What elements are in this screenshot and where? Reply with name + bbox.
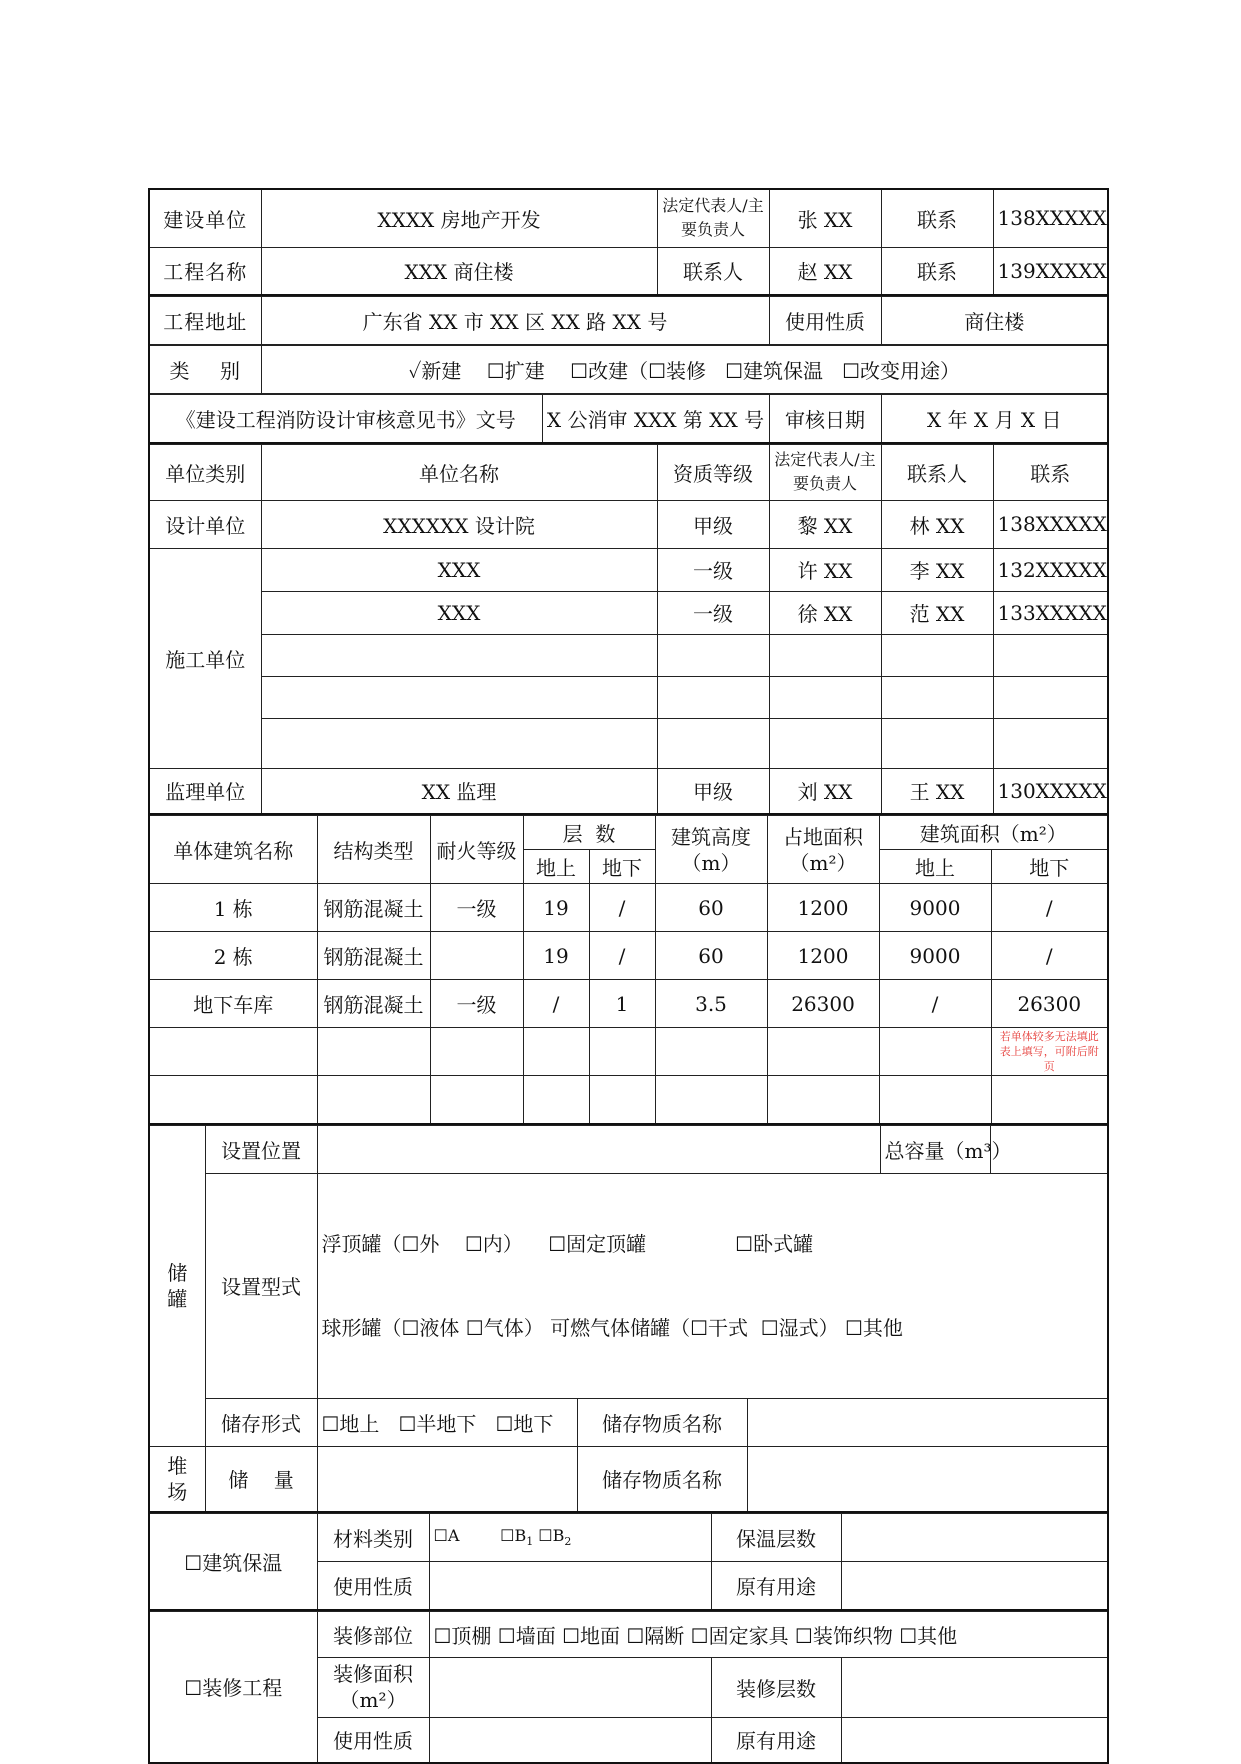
construction-unit-grade[interactable]: 一级 <box>657 548 769 591</box>
review-date-value[interactable]: X 年 X 月 X 日 <box>881 395 1108 443</box>
yard-material-label: 储存物质名称 <box>577 1446 747 1512</box>
insulation-original-label: 原有用途 <box>711 1562 841 1610</box>
insulation-usage-value[interactable] <box>429 1562 711 1610</box>
construction-unit-name[interactable] <box>261 718 657 768</box>
builder-label: 建设单位 <box>149 189 261 247</box>
construction-unit-rep[interactable]: 许 XX <box>769 548 881 591</box>
building-area-below[interactable]: / <box>991 884 1108 932</box>
construction-unit-name[interactable] <box>261 676 657 718</box>
insulation-option-b-label: ☐B <box>500 1526 526 1545</box>
decoration-original-label: 原有用途 <box>711 1717 841 1763</box>
building-fire[interactable]: 一级 <box>430 980 523 1028</box>
building-below[interactable]: 1 <box>589 980 655 1028</box>
insulation-option-b1[interactable] <box>500 1526 533 1545</box>
building-above[interactable]: 19 <box>523 884 589 932</box>
insulation-material-options[interactable] <box>429 1514 711 1562</box>
building-height[interactable]: 60 <box>655 932 767 980</box>
project-contact-label: 联系 <box>881 247 993 295</box>
yard-material-value[interactable] <box>747 1446 1108 1512</box>
building-area-below[interactable]: / <box>991 932 1108 980</box>
table-row <box>149 932 1108 980</box>
construction-unit-rep[interactable] <box>769 718 881 768</box>
tank-type-options[interactable] <box>317 1173 1108 1398</box>
units-header-category: 单位类别 <box>149 444 261 500</box>
building-fire[interactable] <box>430 1028 523 1076</box>
supervision-unit-label: 监理单位 <box>149 768 261 814</box>
design-unit-grade[interactable]: 甲级 <box>657 500 769 548</box>
insulation-layers-value[interactable] <box>841 1514 1108 1562</box>
builder-contact-value[interactable]: 138XXXXX <box>993 189 1108 247</box>
construction-unit-rep[interactable]: 徐 XX <box>769 591 881 634</box>
builder-rep-value[interactable]: 张 XX <box>769 189 881 247</box>
units-header-grade: 资质等级 <box>657 444 769 500</box>
tank-table <box>148 1125 1109 1514</box>
yard-amount-label: 储 量 <box>205 1446 317 1512</box>
decoration-part-label: 装修部位 <box>317 1611 429 1657</box>
table-row <box>149 884 1108 932</box>
building-structure[interactable]: 钢筋混凝土 <box>317 980 430 1028</box>
construction-unit-grade[interactable] <box>657 634 769 676</box>
units-header-phone: 联系 <box>993 444 1108 500</box>
construction-unit-name[interactable]: XXX <box>261 548 657 591</box>
decoration-original-value[interactable] <box>841 1717 1108 1763</box>
buildings-header-floors: 层 数 <box>523 816 655 850</box>
building-above[interactable]: / <box>523 980 589 1028</box>
building-below[interactable]: / <box>589 932 655 980</box>
builder-rep-label: 法定代表人/主要负责人 <box>657 189 769 247</box>
building-height[interactable] <box>655 1028 767 1076</box>
usage-label: 使用性质 <box>769 297 881 345</box>
decoration-layers-label: 装修层数 <box>711 1657 841 1717</box>
building-height[interactable] <box>655 1076 767 1124</box>
usage-value[interactable]: 商住楼 <box>881 297 1108 345</box>
decoration-area-label: 装修面积（m²） <box>317 1657 429 1717</box>
construction-unit-phone[interactable] <box>993 676 1108 718</box>
tank-type-line-1[interactable]: 浮顶罐（☐外 ☐内） ☐固定顶罐 ☐卧式罐 <box>322 1230 1104 1258</box>
building-area-above[interactable]: 9000 <box>879 884 991 932</box>
buildings-header-below: 地下 <box>589 850 655 884</box>
units-header-contact-person: 联系人 <box>881 444 993 500</box>
design-unit-name[interactable]: XXXXXX 设计院 <box>261 500 657 548</box>
table-row <box>149 1028 1108 1076</box>
building-above[interactable] <box>523 1076 589 1124</box>
tank-material-label: 储存物质名称 <box>577 1398 747 1446</box>
construction-unit-grade[interactable] <box>657 718 769 768</box>
address-label: 工程地址 <box>149 297 261 345</box>
building-structure[interactable]: 钢筋混凝土 <box>317 932 430 980</box>
building-name[interactable] <box>149 1028 317 1076</box>
construction-unit-grade[interactable] <box>657 676 769 718</box>
design-unit-contact-person[interactable]: 林 XX <box>881 500 993 548</box>
tank-type-line-2[interactable]: 球形罐（☐液体 ☐气体） 可燃气体储罐（☐干式 ☐湿式） ☐其他 <box>322 1314 1104 1342</box>
buildings-header-area-below: 地下 <box>991 850 1108 884</box>
building-land[interactable]: 1200 <box>767 884 879 932</box>
tank-position-label: 设置位置 <box>205 1125 317 1173</box>
buildings-header-name: 单体建筑名称 <box>149 816 317 884</box>
building-fire[interactable] <box>430 932 523 980</box>
building-structure[interactable] <box>317 1076 430 1124</box>
construction-unit-phone[interactable]: 132XXXXX <box>993 548 1108 591</box>
building-above[interactable]: 19 <box>523 932 589 980</box>
buildings-header-structure: 结构类型 <box>317 816 430 884</box>
fire-review-form <box>148 188 1107 1764</box>
insulation-layers-label: 保温层数 <box>711 1514 841 1562</box>
project-info-table <box>148 188 1109 296</box>
buildings-header-height: 建筑高度（m） <box>655 816 767 884</box>
building-height[interactable]: 3.5 <box>655 980 767 1028</box>
building-land[interactable] <box>767 1076 879 1124</box>
supervision-unit-rep[interactable]: 刘 XX <box>769 768 881 814</box>
building-structure[interactable] <box>317 1028 430 1076</box>
project-name-value[interactable]: XXX 商住楼 <box>261 247 657 295</box>
insulation-option-b2-sub: 2 <box>564 1536 571 1549</box>
supervision-unit-phone[interactable]: 130XXXXX <box>993 768 1108 814</box>
table-row <box>149 1076 1108 1124</box>
project-name-label: 工程名称 <box>149 247 261 295</box>
tank-type-label: 设置型式 <box>205 1173 317 1398</box>
buildings-header-land: 占地面积（m²） <box>767 816 879 884</box>
building-name[interactable]: 地下车库 <box>149 980 317 1028</box>
building-structure[interactable]: 钢筋混凝土 <box>317 884 430 932</box>
construction-unit-contact-person[interactable] <box>881 634 993 676</box>
construction-unit-name[interactable] <box>261 634 657 676</box>
builder-contact-label: 联系 <box>881 189 993 247</box>
opinion-label: 《建设工程消防设计审核意见书》文号 <box>149 395 542 443</box>
building-land[interactable]: 1200 <box>767 932 879 980</box>
building-area-below[interactable]: 26300 <box>991 980 1108 1028</box>
construction-unit-name[interactable]: XXX <box>261 591 657 634</box>
building-area-above[interactable] <box>879 1076 991 1124</box>
building-below[interactable] <box>589 1028 655 1076</box>
category-options[interactable]: ✓新建 ☐扩建 ☐改建（☐装修 ☐建筑保温 ☐改变用途） <box>261 346 1108 394</box>
units-header-rep: 法定代表人/主要负责人 <box>769 444 881 500</box>
decoration-layers-value[interactable] <box>841 1657 1108 1717</box>
building-note: 若单体较多无法填此表上填写，可附后附页 <box>991 1028 1108 1076</box>
address-value[interactable]: 广东省 XX 市 XX 区 XX 路 XX 号 <box>261 297 769 345</box>
insulation-usage-label: 使用性质 <box>317 1562 429 1610</box>
construction-unit-contact-person[interactable]: 李 XX <box>881 548 993 591</box>
units-table <box>148 444 1109 816</box>
construction-unit-contact-person[interactable] <box>881 718 993 768</box>
construction-unit-rep[interactable] <box>769 634 881 676</box>
tank-capacity-label: 总容量（m³） <box>880 1125 990 1173</box>
tank-storage-label: 储存形式 <box>205 1398 317 1446</box>
tank-material-value[interactable] <box>747 1398 1108 1446</box>
buildings-header-area-above: 地上 <box>879 850 991 884</box>
building-area-below[interactable] <box>991 1076 1108 1124</box>
units-header-name: 单位名称 <box>261 444 657 500</box>
decoration-usage-label: 使用性质 <box>317 1717 429 1763</box>
project-contact-person-value[interactable]: 赵 XX <box>769 247 881 295</box>
construction-unit-contact-person[interactable]: 范 XX <box>881 591 993 634</box>
decoration-part-options[interactable]: ☐顶棚 ☐墙面 ☐地面 ☐隔断 ☐固定家具 ☐装饰织物 ☐其他 <box>429 1611 1108 1657</box>
opinion-value[interactable]: X 公消审 XXX 第 XX 号 <box>542 395 769 443</box>
building-fire[interactable]: 一级 <box>430 884 523 932</box>
decoration-usage-value[interactable] <box>429 1717 711 1763</box>
building-land[interactable] <box>767 1028 879 1076</box>
supervision-unit-name[interactable]: XX 监理 <box>261 768 657 814</box>
yard-label: 堆场 <box>149 1446 205 1512</box>
buildings-table <box>148 815 1109 1125</box>
building-name[interactable]: 2 栋 <box>149 932 317 980</box>
building-above[interactable] <box>523 1028 589 1076</box>
builder-value[interactable]: XXXX 房地产开发 <box>261 189 657 247</box>
building-below[interactable] <box>589 1076 655 1124</box>
construction-unit-label: 施工单位 <box>149 548 261 768</box>
project-contact-person-label: 联系人 <box>657 247 769 295</box>
decoration-label[interactable]: ☐装修工程 <box>149 1611 317 1763</box>
table-row <box>149 980 1108 1028</box>
opinion-table <box>148 394 1109 444</box>
supervision-unit-grade[interactable]: 甲级 <box>657 768 769 814</box>
building-area-above[interactable]: 9000 <box>879 932 991 980</box>
building-land[interactable]: 26300 <box>767 980 879 1028</box>
building-name[interactable] <box>149 1076 317 1124</box>
insulation-label[interactable]: ☐建筑保温 <box>149 1514 317 1610</box>
building-name[interactable]: 1 栋 <box>149 884 317 932</box>
category-label: 类 别 <box>149 346 261 394</box>
tank-storage-options[interactable]: ☐地上 ☐半地下 ☐地下 <box>317 1398 577 1446</box>
construction-unit-rep[interactable] <box>769 676 881 718</box>
buildings-header-area: 建筑面积（m²） <box>879 816 1108 850</box>
insulation-option-b2[interactable] <box>533 1526 571 1545</box>
construction-unit-phone[interactable] <box>993 718 1108 768</box>
tank-position-value[interactable] <box>317 1125 880 1173</box>
insulation-option-b1-sub: 1 <box>526 1536 533 1549</box>
decoration-area-value[interactable] <box>429 1657 711 1717</box>
building-below[interactable]: / <box>589 884 655 932</box>
buildings-header-fire: 耐火等级 <box>430 816 523 884</box>
construction-unit-phone[interactable] <box>993 634 1108 676</box>
supervision-unit-contact-person[interactable]: 王 XX <box>881 768 993 814</box>
insulation-option-a[interactable]: ☐A <box>434 1526 460 1545</box>
construction-unit-grade[interactable]: 一级 <box>657 591 769 634</box>
design-unit-label: 设计单位 <box>149 500 261 548</box>
decoration-table <box>148 1611 1109 1764</box>
review-date-label: 审核日期 <box>769 395 881 443</box>
building-height[interactable]: 60 <box>655 884 767 932</box>
buildings-header-above: 地上 <box>523 850 589 884</box>
insulation-table <box>148 1513 1109 1611</box>
construction-unit-contact-person[interactable] <box>881 676 993 718</box>
building-area-above[interactable]: / <box>879 980 991 1028</box>
insulation-original-value[interactable] <box>841 1562 1108 1610</box>
construction-unit-phone[interactable]: 133XXXXX <box>993 591 1108 634</box>
tank-label: 储罐 <box>149 1125 205 1446</box>
insulation-option-b2-label: ☐B <box>533 1526 564 1545</box>
design-unit-rep[interactable]: 黎 XX <box>769 500 881 548</box>
insulation-material-type-label: 材料类别 <box>317 1514 429 1562</box>
building-fire[interactable] <box>430 1076 523 1124</box>
category-table <box>148 345 1109 394</box>
project-info-table-2 <box>148 296 1109 345</box>
building-area-above[interactable] <box>879 1028 991 1076</box>
project-contact-value[interactable]: 139XXXXX <box>993 247 1108 295</box>
design-unit-phone[interactable]: 138XXXXX <box>993 500 1108 548</box>
yard-amount-value[interactable] <box>317 1446 577 1512</box>
